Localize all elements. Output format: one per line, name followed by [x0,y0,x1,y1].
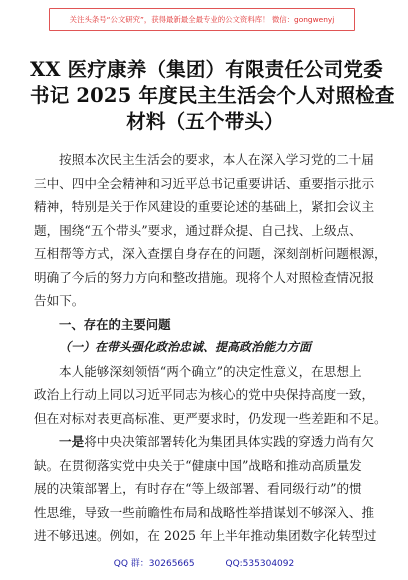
para2-line: 性思维，导致一些前瞻性布局和战略性举措谋划不够深入、推 [34,504,375,520]
intro-paragraph [34,148,387,548]
para1-line: 政治上行动上同以习近平同志为核心的党中央保持高度一致， [34,387,375,402]
subsection-heading: （一）在带头强化政治忠诚、提高政治能力方面 [59,340,312,354]
intro-line: 明确了今后的努力方向和整改措施。现将个人对照检查情况报 [34,269,375,285]
para2-line: 展的决策部署上，有时存在“等上级部署、看同级行动”的惯 [34,481,362,496]
footer-contact [0,556,408,569]
document-title [30,57,395,135]
footer-qq-group: QQ 群：30265665 [113,559,195,569]
promo-banner [49,8,355,31]
intro-line: 告如下。 [34,293,85,308]
intro-line: 精神，特别是关于作风建设的重要论述的基础上，紧扣会议主 [34,199,375,214]
intro-line: 按照本次民主生活会的要求，本人在深入学习党的二十届 [59,152,374,167]
para1-line: 本人能够深刻领悟“两个确立”的决定性意义，在思想上 [59,363,362,379]
para2-line: 进不够迅速。例如，在 2025 年上半年推动集团数字化转型过 [34,528,377,543]
title-line-1: XX 医疗康养（集团）有限责任公司党委 [30,58,383,81]
intro-line: 互相帮等方式，深入查摆自身存在的问题，深刻剖析问题根源， [34,246,387,261]
para2-first-line [34,430,376,454]
para2-line: 缺。在贯彻落实党中央关于“健康中国”战略和推动高质量发 [34,457,362,473]
section-heading: 一、存在的主要问题 [59,316,171,332]
intro-line: 三中、四中全会精神和习近平总书记重要讲话、重要指示批示 [34,175,375,191]
title-line-2: 书记 2025 年度民主生活会个人对照检查 [30,84,395,107]
promo-banner-text: 关注头条号“公文研究”，获得最新最全最专业的公文资料库！ 微信：gongwenyj [69,15,335,24]
footer-qq-number: QQ:535304092 [225,559,295,569]
para1-line: 但在对标对表更高标准、更严要求时，仍发现一些差距和不足。 [34,410,387,426]
para2-first-rest: 将中央决策部署转化为集团具体实践的穿透力尚有欠 [84,434,374,449]
intro-line: 题，围绕“五个带头”要求，通过群众提、自己找、上级点、 [34,222,362,238]
title-line-3: 材料（五个带头） [126,110,284,133]
para2-lead: 一是 [59,434,85,449]
